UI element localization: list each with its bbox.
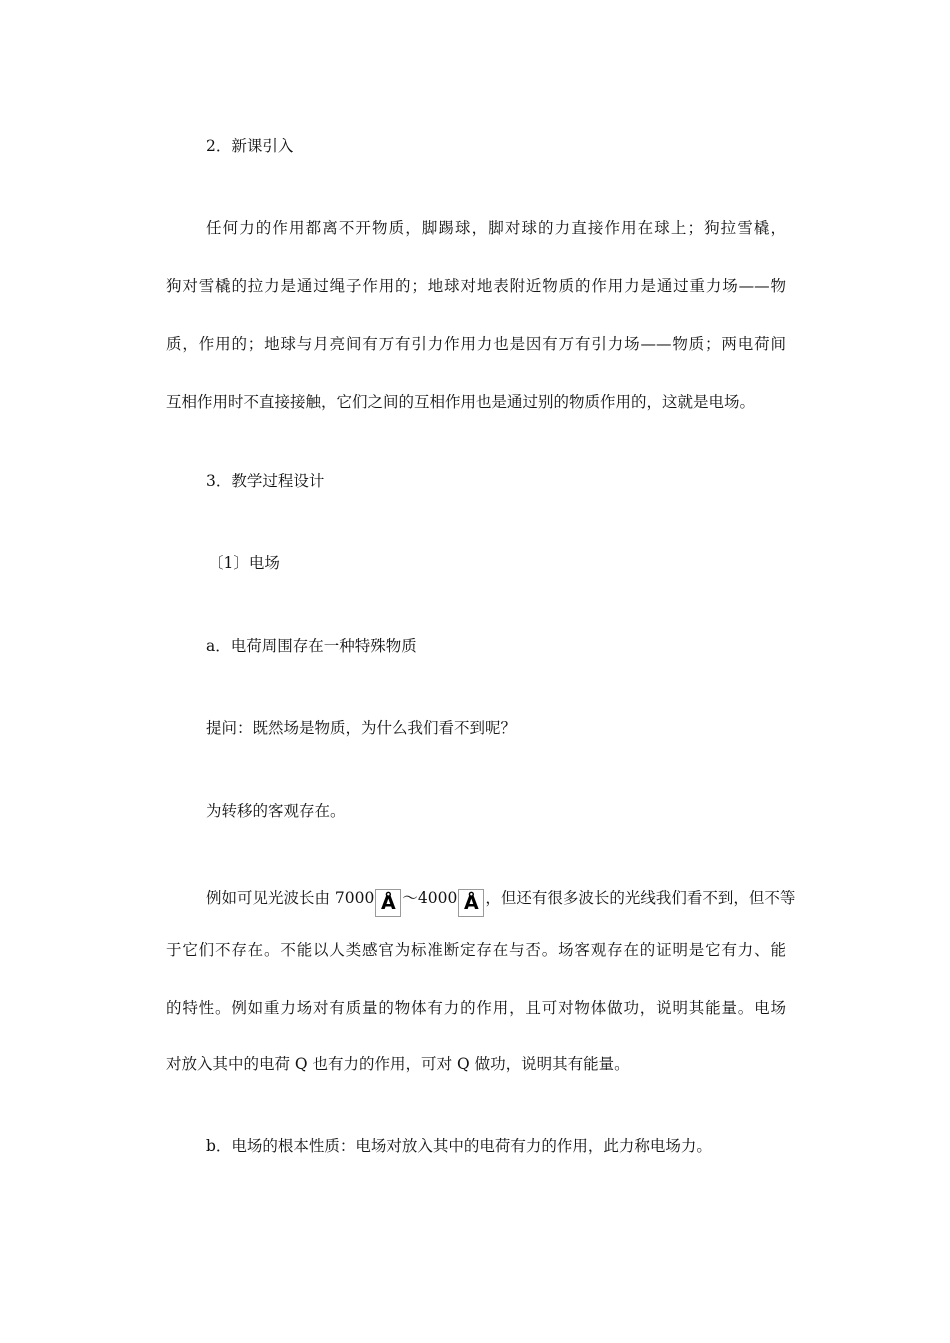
paragraph-line: 对放入其中的电荷 Q 也有力的作用，可对 Q 做功，说明其有能量。 [166,1055,630,1073]
example-line-first [206,888,795,917]
angstrom-symbol-image: Å [375,889,401,917]
subsection-heading-electric-field: 〔1〕电场 [208,554,280,572]
answer-text: 为转移的客观存在。 [206,802,346,820]
paragraph-line: 狗对雪橇的拉力是通过绳子作用的；地球对地表附近物质的作用力是通过重力场——物 [166,277,786,295]
paragraph-line: 于它们不存在。不能以人类感官为标准断定存在与否。场客观存在的证明是它有力、能 [166,941,786,959]
example-text-mid: ～4000 [402,889,458,907]
angstrom-symbol-image: Å [458,889,484,917]
example-text-start: 例如可见光波长由 7000 [206,889,375,907]
question-text: 提问：既然场是物质，为什么我们看不到呢？ [206,719,517,737]
item-a-heading: a．电荷周围存在一种特殊物质 [206,637,417,655]
paragraph-line: 互相作用时不直接接触，它们之间的互相作用也是通过别的物质作用的，这就是电场。 [166,393,756,411]
section-heading-teaching-process: 3．教学过程设计 [206,472,325,490]
paragraph-line: 的特性。例如重力场对有质量的物体有力的作用，且可对物体做功，说明其能量。电场 [166,999,786,1017]
paragraph-line: 质，作用的；地球与月亮间有万有引力作用力也是因有万有引力场——物质；两电荷间 [166,335,786,353]
item-b-text: b．电场的根本性质：电场对放入其中的电荷有力的作用，此力称电场力。 [206,1137,712,1155]
section-heading-new-lesson: 2．新课引入 [206,137,294,155]
paragraph-line: 任何力的作用都离不开物质，脚踢球，脚对球的力直接作用在球上；狗拉雪橇， [206,219,786,237]
example-text-end: ，但还有很多波长的光线我们看不到，但不等 [485,889,796,907]
